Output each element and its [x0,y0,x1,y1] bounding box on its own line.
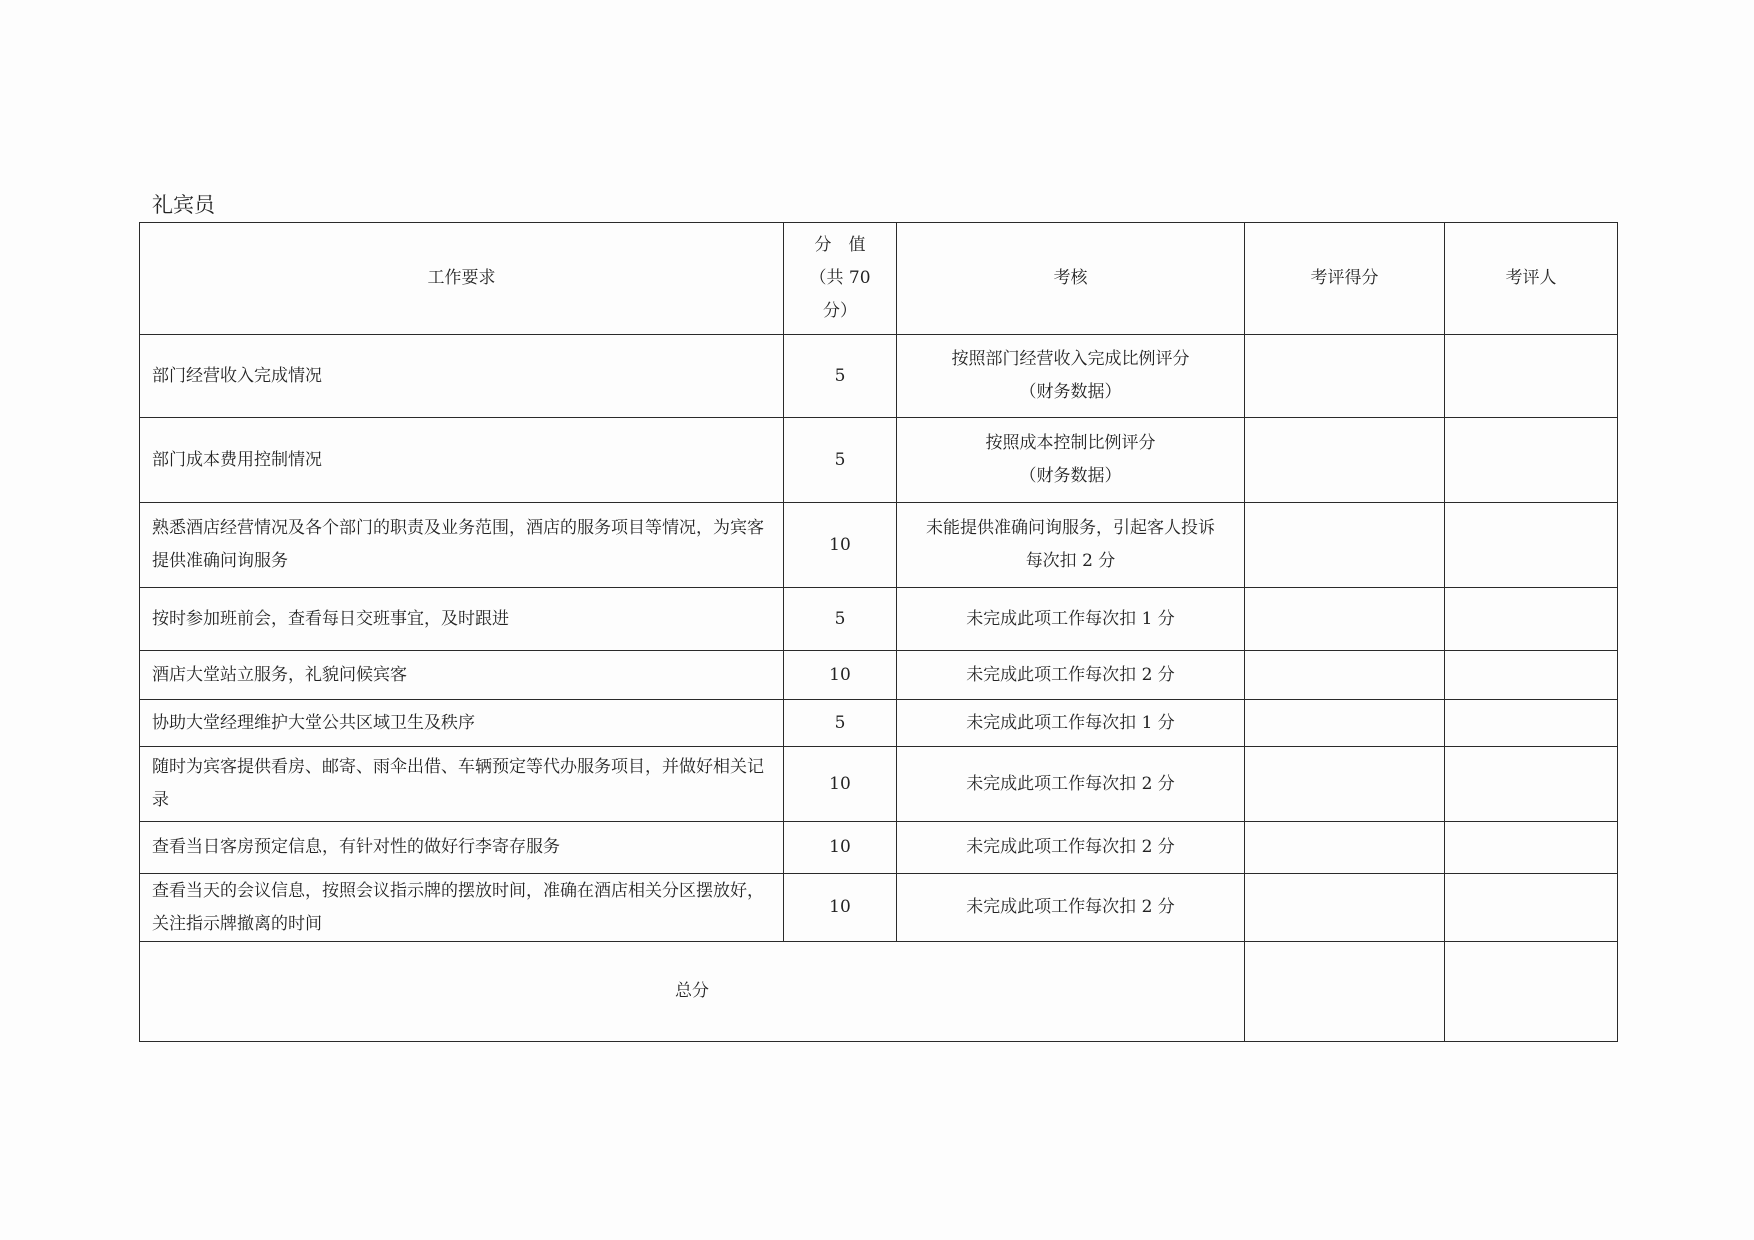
header-assessment: 考核 [897,223,1245,335]
score-cell: 10 [784,874,897,942]
evaluator-cell[interactable] [1445,747,1618,822]
total-evaluator-cell[interactable] [1445,942,1618,1042]
assessment-cell: 未完成此项工作每次扣 2 分 [897,822,1245,874]
header-evaluation-score: 考评得分 [1245,223,1445,335]
header-row [140,223,1618,335]
assessment-line: 每次扣 2 分 [1025,551,1116,571]
assessment-cell: 未完成此项工作每次扣 1 分 [897,700,1245,747]
assessment-line: 未能提供准确问询服务，引起客人投诉 [926,518,1215,538]
evaluation-score-cell[interactable] [1245,700,1445,747]
evaluation-score-cell[interactable] [1245,418,1445,503]
table-row [140,651,1618,700]
requirement-cell: 查看当日客房预定信息，有针对性的做好行李寄存服务 [140,822,784,874]
score-cell: 10 [784,822,897,874]
evaluator-cell[interactable] [1445,503,1618,588]
table-row [140,747,1618,822]
header-score-line1: 分 值 [814,235,866,255]
score-cell: 5 [784,418,897,503]
evaluation-table [139,222,1618,1042]
score-cell: 10 [784,503,897,588]
table-row [140,822,1618,874]
evaluation-score-cell[interactable] [1245,588,1445,651]
assessment-line: 按照部门经营收入完成比例评分 [951,349,1190,369]
evaluator-cell[interactable] [1445,588,1618,651]
assessment-cell: 未完成此项工作每次扣 2 分 [897,874,1245,942]
requirement-cell: 部门成本费用控制情况 [140,418,784,503]
header-score-line2: （共 70 分） [809,268,871,321]
header-score [784,223,897,335]
requirement-cell: 按时参加班前会，查看每日交班事宜，及时跟进 [140,588,784,651]
header-evaluator: 考评人 [1445,223,1618,335]
evaluator-cell[interactable] [1445,700,1618,747]
table-row [140,418,1618,503]
evaluation-score-cell[interactable] [1245,822,1445,874]
requirement-cell: 酒店大堂站立服务，礼貌问候宾客 [140,651,784,700]
score-cell: 5 [784,700,897,747]
evaluation-score-cell[interactable] [1245,503,1445,588]
assessment-cell [897,503,1245,588]
assessment-cell [897,335,1245,418]
evaluation-score-cell[interactable] [1245,335,1445,418]
assessment-line: 按照成本控制比例评分 [985,433,1156,453]
table-row [140,335,1618,418]
requirement-cell: 随时为宾客提供看房、邮寄、雨伞出借、车辆预定等代办服务项目，并做好相关记录 [140,747,784,822]
total-label: 总分 [140,942,1245,1042]
table-row [140,503,1618,588]
score-cell: 10 [784,651,897,700]
document-title: 礼宾员 [152,193,215,217]
evaluator-cell[interactable] [1445,651,1618,700]
total-row [140,942,1618,1042]
score-cell: 5 [784,335,897,418]
requirement-cell: 协助大堂经理维护大堂公共区域卫生及秩序 [140,700,784,747]
evaluator-cell[interactable] [1445,874,1618,942]
header-requirement: 工作要求 [140,223,784,335]
evaluation-score-cell[interactable] [1245,651,1445,700]
evaluation-score-cell[interactable] [1245,747,1445,822]
assessment-cell [897,418,1245,503]
requirement-cell: 部门经营收入完成情况 [140,335,784,418]
assessment-line: （财务数据） [1019,382,1122,402]
assessment-cell: 未完成此项工作每次扣 1 分 [897,588,1245,651]
requirement-cell: 查看当天的会议信息，按照会议指示牌的摆放时间，准确在酒店相关分区摆放好，关注指示牌撤离的时间 [140,874,784,942]
table-row [140,700,1618,747]
assessment-cell: 未完成此项工作每次扣 2 分 [897,747,1245,822]
evaluator-cell[interactable] [1445,822,1618,874]
evaluator-cell[interactable] [1445,335,1618,418]
table-row [140,874,1618,942]
table-row [140,588,1618,651]
evaluation-score-cell[interactable] [1245,874,1445,942]
evaluator-cell[interactable] [1445,418,1618,503]
total-score-cell[interactable] [1245,942,1445,1042]
assessment-line: （财务数据） [1019,466,1122,486]
score-cell: 5 [784,588,897,651]
requirement-cell: 熟悉酒店经营情况及各个部门的职责及业务范围，酒店的服务项目等情况，为宾客提供准确问询服务 [140,503,784,588]
assessment-cell: 未完成此项工作每次扣 2 分 [897,651,1245,700]
score-cell: 10 [784,747,897,822]
